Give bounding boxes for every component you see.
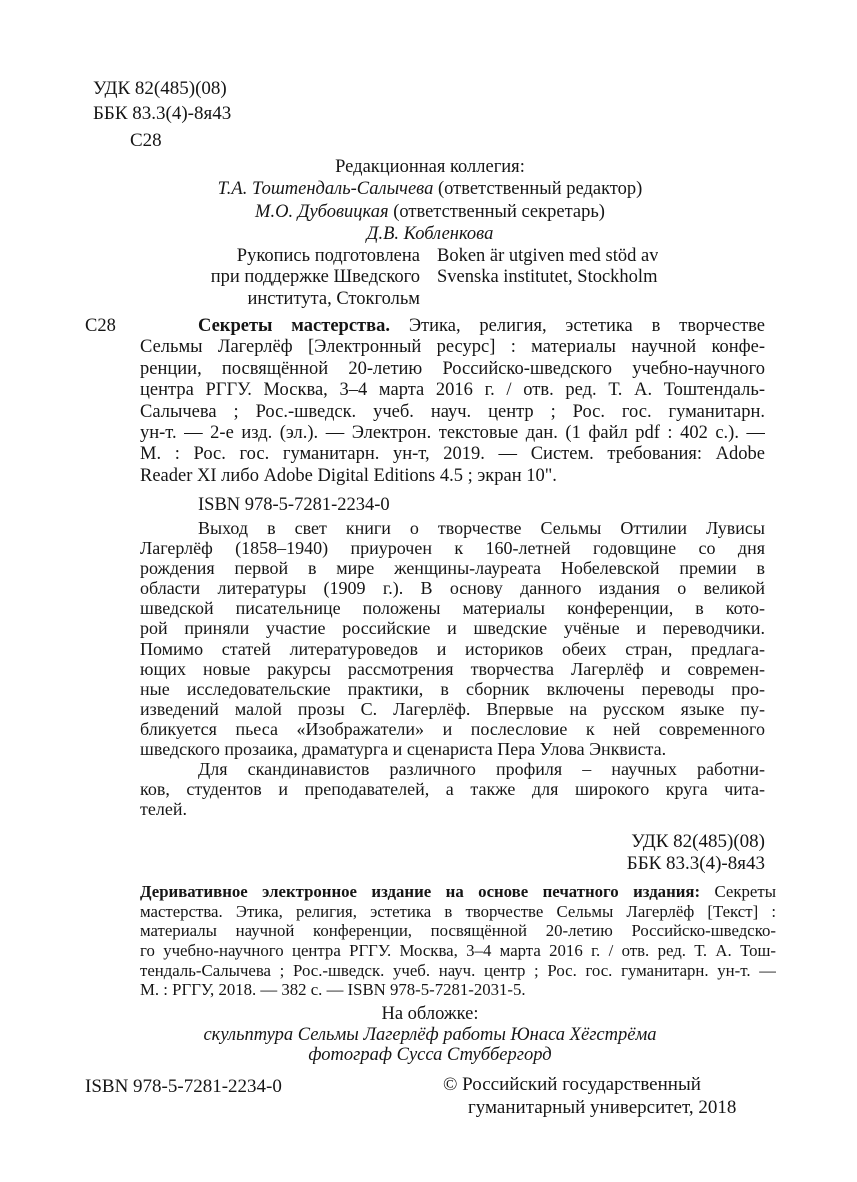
annotation-line: рождения первой в мире женщины-лауреата Нобелевской премии в — [140, 558, 765, 579]
annotation-line: Помимо статей литературоведов и историков обеих стран, предлага- — [140, 638, 765, 659]
editorial-member — [95, 201, 765, 223]
copyright-line: © Российский государственный — [443, 1074, 701, 1095]
support-line: Boken är utgiven med stöd av — [437, 246, 659, 266]
annotation-line: ков, студентов и преподавателей, а также для широкого круга чита- — [140, 779, 765, 800]
copyright-line: гуманитарный университет, 2018 — [468, 1096, 737, 1118]
catalog-line: Reader XI либо Adobe Digital Editions 4.5 ; экран 10". — [140, 465, 557, 486]
annotation-line: шведского прозаика, драматурга и сценариста Пера Улова Энквиста. — [140, 739, 667, 760]
annotation-line: Лагерлёф (1858–1940) приурочен к 160-летней годовщине со дня — [140, 538, 765, 559]
author-sign: С28 — [130, 130, 162, 151]
derivative-line: М. : РГГУ, 2018. — 382 с. — ISBN 978-5-7281-2031-5. — [140, 980, 526, 1000]
cover-credit-sculpture: скульптура Сельмы Лагерлёф работы Юнаса Хёгстрёма — [203, 1024, 657, 1045]
derivative-lead: Деривативное электронное издание на основе печатного издания: — [140, 882, 701, 901]
support-line: института, Стокгольм — [247, 288, 420, 309]
catalog-line: ун-т. — 2-е изд. (эл.). — Электрон. текстовые дан. (1 файл pdf : 402 с.). — — [140, 422, 765, 443]
cover-credit-heading: На обложке: — [381, 1004, 479, 1024]
derivative-line: материалы научной конференции, посвящённой 20-летию Российско-шведско- — [140, 921, 776, 941]
catalog-line: Салычева ; Рос.-шведск. учеб. науч. центр ; Рос. гос. гуманитарн. — [140, 401, 765, 422]
derivative-line: го учебно-научного центра РГГУ. Москва, 3–4 марта 2016 г. / отв. ред. Т. А. Тош- — [140, 941, 776, 961]
member-name: Д.В. Кобленкова — [366, 223, 494, 244]
derivative-edition-note — [140, 882, 776, 1000]
editorial-heading: Редакционная коллегия: — [335, 157, 525, 177]
catalog-line: Секреты мастерства. Этика, религия, эстетика в творчестве — [198, 316, 765, 336]
member-name: Т.А. Тоштендаль-Салычева — [217, 179, 434, 200]
catalog-line: Сельмы Лагерлёф [Электронный ресурс] : материалы научной конфе- — [140, 337, 765, 358]
catalog-line: ренции, посвящённой 20-летию Российско-шведского учебно-научного — [140, 358, 765, 379]
copyright-notice — [443, 1074, 736, 1119]
support-note-russian — [133, 246, 420, 310]
support-line: Рукопись подготовлена — [236, 246, 420, 266]
support-line: Svenska institutet, Stockholm — [437, 267, 658, 288]
book-title: Секреты мастерства. — [198, 316, 390, 336]
annotation-line: рой приняли участие российские и шведские учёные и переводчики. — [140, 618, 765, 639]
derivative-line: мастерства. Этика, религия, эстетика в творчестве Сельмы Лагерлёф [Текст] : — [140, 901, 776, 921]
annotation-line: бликуется пьеса «Изображатели» и послесловие к ней современного — [140, 718, 765, 739]
isbn-electronic: ISBN 978-5-7281-2234-0 — [198, 495, 390, 515]
annotation — [140, 518, 765, 819]
isbn-print: ISBN 978-5-7281-2234-0 — [85, 1076, 282, 1097]
editorial-member — [95, 178, 765, 200]
bbk-number: ББК 83.3(4)-8я43 — [626, 853, 765, 875]
member-role: (ответственный секретарь) — [388, 201, 605, 222]
member-name: М.О. Дубовицкая — [255, 201, 389, 222]
cover-credit-photographer: фотограф Сусса Стуббергорд — [308, 1045, 552, 1066]
member-role: (ответственный редактор) — [433, 179, 643, 200]
catalog-line: М. : Рос. гос. гуманитарн. ун-т, 2019. — Систем. требования: Adobe — [140, 444, 765, 465]
catalog-card — [140, 316, 765, 487]
support-note — [133, 246, 658, 310]
annotation-line: телей. — [140, 799, 187, 820]
catalog-line: центра РГГУ. Москва, 3–4 марта 2016 г. / отв. ред. Т. А. Тоштендаль- — [140, 380, 765, 401]
derivative-line: тендаль-Салычева ; Рос.-шведск. учеб. науч. центр ; Рос. гос. гуманитарн. ун-т. — — [140, 960, 776, 980]
support-line: при поддержке Шведского — [210, 267, 420, 288]
annotation-line: Для скандинавистов различного профиля – научных работни- — [198, 759, 765, 780]
annotation-line: Выход в свет книги о творчестве Сельмы Оттилии Лувисы — [198, 518, 765, 538]
udk-number: УДК 82(485)(08) — [631, 831, 765, 852]
catalog-card-code: С28 — [85, 316, 116, 336]
annotation-line: шведской писательнице положены материалы конференции, в кото- — [140, 598, 765, 619]
support-note-swedish — [437, 246, 658, 310]
annotation-line: области литературы (1909 г.). В основу данного издания о великой — [140, 578, 765, 599]
annotation-line: ные исследовательские практики, в сборник включены переводы про- — [140, 678, 765, 699]
editorial-board — [95, 156, 765, 245]
cover-credit — [95, 1004, 765, 1066]
editorial-member — [95, 223, 765, 245]
annotation-line: изведений малой прозы С. Лагерлёф. Впервые на русском языке пу- — [140, 698, 765, 719]
classification-block-bottom — [627, 831, 765, 876]
annotation-line: ющих новые ракурсы рассмотрения творчества Лагерлёф и современ- — [140, 658, 765, 679]
classification-block — [93, 76, 231, 153]
derivative-line: Деривативное электронное издание на основе печатного издания: Секреты — [140, 882, 776, 901]
bbk-number: ББК 83.3(4)-8я43 — [93, 103, 232, 124]
udk-number: УДК 82(485)(08) — [93, 78, 227, 99]
